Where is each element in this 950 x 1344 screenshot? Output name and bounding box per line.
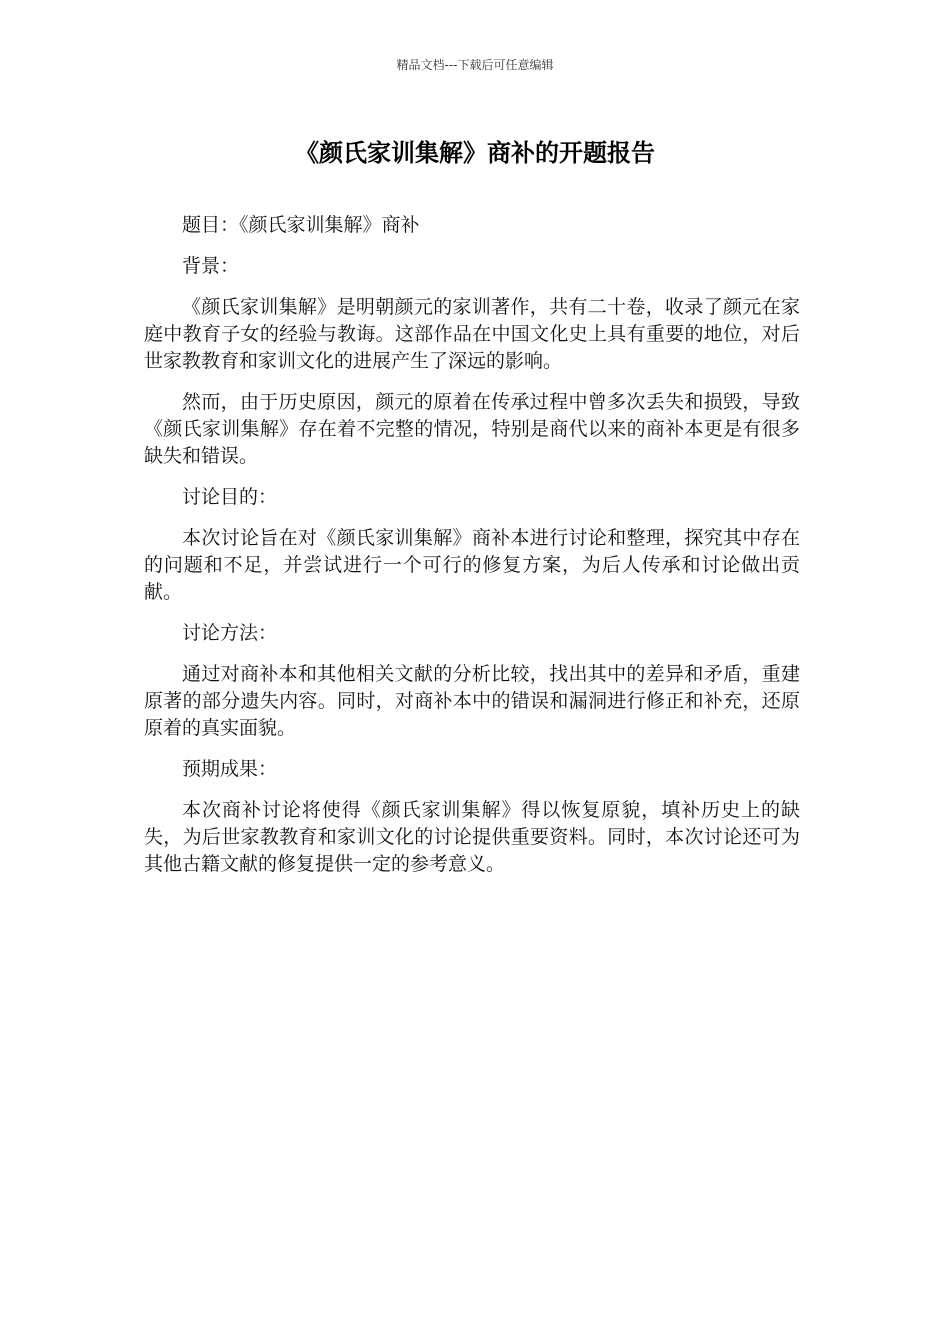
method-paragraph: 通过对商补本和其他相关文献的分析比较，找出其中的差异和矛盾，重建原著的部分遗失内容。同时，对商补本中的错误和漏洞进行修正和补充，还原原着的真实面貌。	[144, 663, 800, 739]
background-paragraph-1: 《颜氏家训集解》是明朝颜元的家训著作，共有二十卷，收录了颜元在家庭中教育子女的经验与教诲。这部作品在中国文化史上具有重要的地位，对后世家教教育和家训文化的进展产生了深远的影响。	[144, 296, 800, 372]
section-heading-purpose: 讨论目的：	[182, 486, 278, 508]
purpose-paragraph: 本次讨论旨在对《颜氏家训集解》商补本进行讨论和整理，探究其中存在的问题和不足，并尝试进行一个可行的修复方案，为后人传承和讨论做出贡献。	[144, 527, 800, 603]
section-heading-background: 背景：	[182, 255, 240, 277]
section-heading-method: 讨论方法：	[182, 622, 278, 644]
background-paragraph-2: 然而，由于历史原因，颜元的原着在传承过程中曾多次丢失和损毁，导致《颜氏家训集解》存在着不完整的情况，特别是商代以来的商补本更是有很多缺失和错误。	[144, 391, 800, 467]
section-heading-outcome: 预期成果：	[182, 758, 278, 780]
document-title: 《颜氏家训集解》商补的开题报告	[295, 139, 655, 167]
header-note: 精品文档---下载后可任意编辑	[396, 58, 554, 72]
document-body	[144, 212, 800, 892]
topic-line: 题目：《颜氏家训集解》商补	[182, 214, 420, 236]
outcome-paragraph: 本次商补讨论将使得《颜氏家训集解》得以恢复原貌，填补历史上的缺失，为后世家教教育和家训文化的讨论提供重要资料。同时，本次讨论还可为其他古籍文献的修复提供一定的参考意义。	[144, 799, 800, 875]
